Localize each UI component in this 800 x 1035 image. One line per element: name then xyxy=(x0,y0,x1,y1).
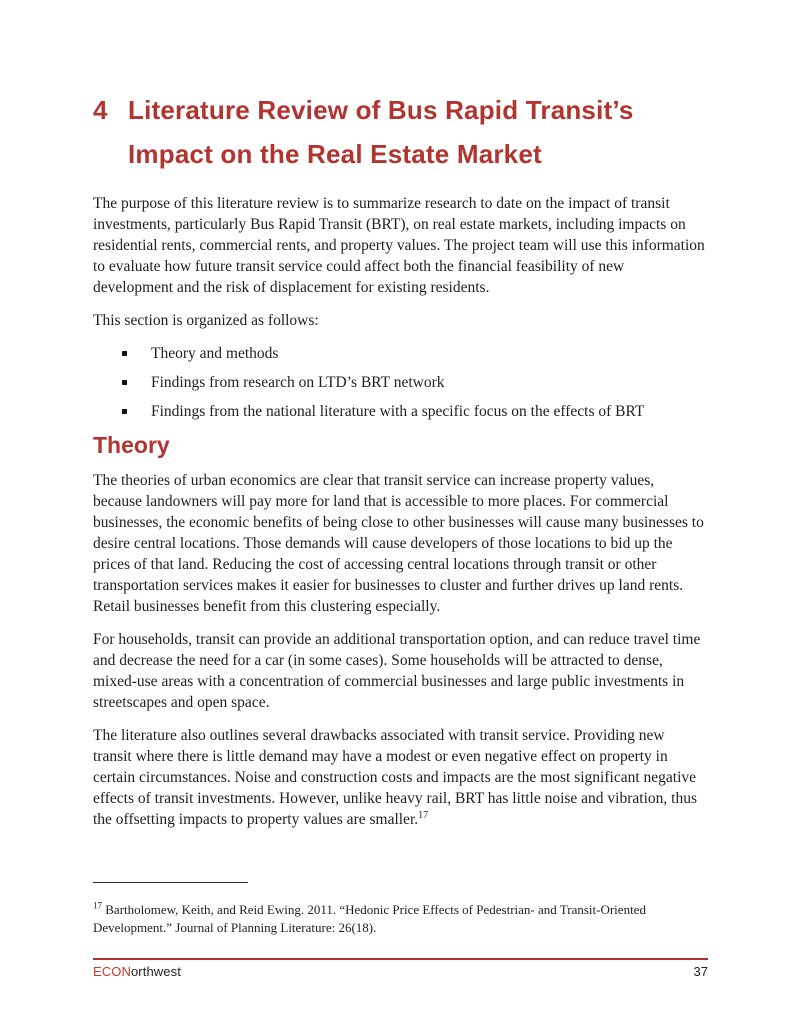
footnote-reference-17: 17 xyxy=(418,809,429,821)
list-item xyxy=(120,372,707,393)
theory-paragraph-3 xyxy=(93,725,707,830)
list-item-label: Theory and methods xyxy=(151,345,279,362)
bullet-square-icon xyxy=(122,380,127,385)
theory-paragraph-2: For households, transit can provide an additional transportation option, and can reduce travel time and decrease the need for a car (in some cases). Some households will be attracted to dense, mixed-use areas with a concentration of commercial businesses and large public investments in streetscapes and open space. xyxy=(93,631,701,711)
theory-paragraph-1: The theories of urban economics are clear that transit service can increase property values, because landowners will pay more for land that is accessible to more places. For commercial businesses, the economic benefits of being close to other businesses will cause many businesses to desire central locations. Those demands will cause developers of those locations to bid up the prices of that land. Reducing the cost of accessing central locations through transit or other transportation services makes it easier for businesses to cluster and further drives up land rents. Retail businesses benefit from this clustering especially. xyxy=(93,472,704,615)
footnote-text: Bartholomew, Keith, and Reid Ewing. 2011. “Hedonic Price Effects of Pedestrian- and Transit-Oriented Development.” Journal of Planning Literature: 26(18). xyxy=(93,902,646,935)
footnote-marker: 17 xyxy=(93,900,102,911)
list-item-label: Findings from the national literature with a specific focus on the effects of BRT xyxy=(151,403,645,420)
intro-paragraph: The purpose of this literature review is to summarize research to date on the impact of transit investments, particularly Bus Rapid Transit (BRT), on real estate markets, including impacts on residential rents, commercial rents, and property values. The project team will use this information to evaluate how future transit service could affect both the financial feasibility of new development and the risk of displacement for existing residents. xyxy=(93,195,705,296)
footnote-separator xyxy=(93,882,248,883)
section-heading-theory: Theory xyxy=(93,432,170,458)
list-item xyxy=(120,401,707,422)
chapter-number: 4 xyxy=(93,95,108,125)
brand-prefix: ECON xyxy=(93,964,131,979)
section-organizer-text: This section is organized as follows: xyxy=(93,312,319,329)
list-item-label: Findings from research on LTD’s BRT network xyxy=(151,374,445,391)
list-item xyxy=(120,343,707,364)
page-number: 37 xyxy=(693,964,708,979)
bullet-square-icon xyxy=(122,409,127,414)
brand-suffix: orthwest xyxy=(130,964,181,979)
chapter-heading xyxy=(93,88,707,176)
bullet-list xyxy=(120,343,707,422)
chapter-title: Literature Review of Bus Rapid Transit’s Impact on the Real Estate Market xyxy=(128,95,634,169)
footnote xyxy=(93,901,707,936)
page-footer xyxy=(93,958,708,979)
bullet-square-icon xyxy=(122,351,127,356)
brand-logo xyxy=(93,964,181,979)
theory-paragraph-3-text: The literature also outlines several drawbacks associated with transit service. Providing new transit where there is little demand may have a modest or even negative effect on property in certain circumstances. Noise and construction costs and impacts are the most significant negative effects of transit investments. However, unlike heavy rail, BRT has little noise and vibration, thus the offsetting impacts to property values are smaller. xyxy=(93,727,697,828)
